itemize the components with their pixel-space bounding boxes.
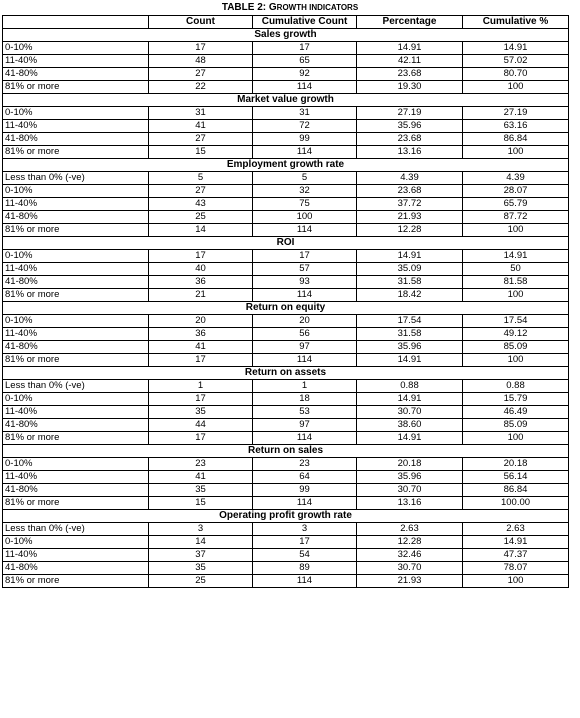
count-cell: 48 (149, 55, 253, 68)
cumulative-count-cell: 54 (253, 549, 357, 562)
cumulative-count-cell: 23 (253, 458, 357, 471)
count-cell: 5 (149, 172, 253, 185)
cumulative-count-cell: 93 (253, 276, 357, 289)
section-row (3, 367, 569, 380)
cumulative-count-cell: 17 (253, 536, 357, 549)
table-row (3, 471, 569, 484)
row-label-cell: 0-10% (3, 536, 149, 549)
count-cell: 43 (149, 198, 253, 211)
row-label-cell: 41-80% (3, 276, 149, 289)
percentage-cell: 31.58 (357, 328, 463, 341)
cumulative-percent-cell: 100 (463, 146, 569, 159)
percentage-cell: 14.91 (357, 432, 463, 445)
row-label-cell: 0-10% (3, 315, 149, 328)
header-cell-percentage: Percentage (357, 16, 463, 29)
count-cell: 14 (149, 224, 253, 237)
table-row (3, 55, 569, 68)
table-row (3, 133, 569, 146)
row-label-cell: 41-80% (3, 341, 149, 354)
section-title: ROI (3, 237, 569, 250)
cumulative-count-cell: 75 (253, 198, 357, 211)
cumulative-percent-cell: 85.09 (463, 341, 569, 354)
cumulative-percent-cell: 47.37 (463, 549, 569, 562)
count-cell: 35 (149, 484, 253, 497)
count-cell: 1 (149, 380, 253, 393)
cumulative-count-cell: 64 (253, 471, 357, 484)
table-row (3, 172, 569, 185)
cumulative-percent-cell: 100 (463, 575, 569, 588)
row-label-cell: 0-10% (3, 185, 149, 198)
percentage-cell: 38.60 (357, 419, 463, 432)
section-row (3, 510, 569, 523)
section-title: Employment growth rate (3, 159, 569, 172)
table-body (3, 29, 569, 588)
count-cell: 14 (149, 536, 253, 549)
cumulative-percent-cell: 27.19 (463, 107, 569, 120)
section-row (3, 94, 569, 107)
table-row (3, 536, 569, 549)
row-label-cell: 41-80% (3, 68, 149, 81)
row-label-cell: Less than 0% (-ve) (3, 380, 149, 393)
row-label-cell: 11-40% (3, 328, 149, 341)
row-label-cell: 81% or more (3, 224, 149, 237)
growth-indicators-table (2, 15, 569, 588)
table-row (3, 107, 569, 120)
row-label-cell: 81% or more (3, 575, 149, 588)
row-label-cell: 41-80% (3, 133, 149, 146)
row-label-cell: 81% or more (3, 432, 149, 445)
row-label-cell: 11-40% (3, 55, 149, 68)
cumulative-count-cell: 100 (253, 211, 357, 224)
cumulative-percent-cell: 78.07 (463, 562, 569, 575)
percentage-cell: 35.96 (357, 471, 463, 484)
cumulative-count-cell: 114 (253, 354, 357, 367)
section-title: Sales growth (3, 29, 569, 42)
count-cell: 25 (149, 575, 253, 588)
percentage-cell: 19.30 (357, 81, 463, 94)
cumulative-percent-cell: 4.39 (463, 172, 569, 185)
percentage-cell: 14.91 (357, 250, 463, 263)
percentage-cell: 21.93 (357, 575, 463, 588)
table-row (3, 224, 569, 237)
cumulative-count-cell: 5 (253, 172, 357, 185)
cumulative-percent-cell: 50 (463, 263, 569, 276)
percentage-cell: 18.42 (357, 289, 463, 302)
percentage-cell: 32.46 (357, 549, 463, 562)
cumulative-count-cell: 97 (253, 341, 357, 354)
table-row (3, 458, 569, 471)
cumulative-percent-cell: 14.91 (463, 42, 569, 55)
percentage-cell: 35.96 (357, 341, 463, 354)
percentage-cell: 35.09 (357, 263, 463, 276)
cumulative-percent-cell: 57.02 (463, 55, 569, 68)
cumulative-count-cell: 99 (253, 133, 357, 146)
cumulative-count-cell: 114 (253, 432, 357, 445)
header-cell-cumulative-percent: Cumulative % (463, 16, 569, 29)
cumulative-percent-cell: 56.14 (463, 471, 569, 484)
count-cell: 36 (149, 328, 253, 341)
section-row (3, 445, 569, 458)
count-cell: 35 (149, 562, 253, 575)
cumulative-percent-cell: 0.88 (463, 380, 569, 393)
cumulative-percent-cell: 28.07 (463, 185, 569, 198)
cumulative-percent-cell: 14.91 (463, 250, 569, 263)
cumulative-count-cell: 114 (253, 497, 357, 510)
percentage-cell: 2.63 (357, 523, 463, 536)
row-label-cell: Less than 0% (-ve) (3, 523, 149, 536)
cumulative-count-cell: 99 (253, 484, 357, 497)
count-cell: 27 (149, 185, 253, 198)
percentage-cell: 14.91 (357, 42, 463, 55)
cumulative-count-cell: 114 (253, 146, 357, 159)
row-label-cell: 0-10% (3, 458, 149, 471)
caption-small-caps: ROWTH INDICATORS (276, 3, 359, 12)
table-row (3, 341, 569, 354)
cumulative-count-cell: 53 (253, 406, 357, 419)
cumulative-count-cell: 89 (253, 562, 357, 575)
cumulative-percent-cell: 81.58 (463, 276, 569, 289)
percentage-cell: 30.70 (357, 406, 463, 419)
table-row (3, 263, 569, 276)
section-row (3, 159, 569, 172)
table-row (3, 146, 569, 159)
count-cell: 37 (149, 549, 253, 562)
cumulative-percent-cell: 17.54 (463, 315, 569, 328)
table-row (3, 432, 569, 445)
count-cell: 17 (149, 250, 253, 263)
cumulative-percent-cell: 20.18 (463, 458, 569, 471)
count-cell: 40 (149, 263, 253, 276)
cumulative-count-cell: 114 (253, 224, 357, 237)
percentage-cell: 42.11 (357, 55, 463, 68)
count-cell: 15 (149, 497, 253, 510)
row-label-cell: 81% or more (3, 497, 149, 510)
table-row (3, 250, 569, 263)
count-cell: 23 (149, 458, 253, 471)
percentage-cell: 12.28 (357, 224, 463, 237)
row-label-cell: 0-10% (3, 393, 149, 406)
table-row (3, 120, 569, 133)
count-cell: 21 (149, 289, 253, 302)
header-cell-count: Count (149, 16, 253, 29)
section-title: Return on sales (3, 445, 569, 458)
cumulative-count-cell: 31 (253, 107, 357, 120)
count-cell: 15 (149, 146, 253, 159)
cumulative-percent-cell: 14.91 (463, 536, 569, 549)
cumulative-percent-cell: 100 (463, 354, 569, 367)
cumulative-count-cell: 114 (253, 575, 357, 588)
row-label-cell: 11-40% (3, 471, 149, 484)
section-row (3, 237, 569, 250)
row-label-cell: 0-10% (3, 42, 149, 55)
header-cell-category (3, 16, 149, 29)
count-cell: 41 (149, 120, 253, 133)
table-row (3, 419, 569, 432)
section-title: Return on assets (3, 367, 569, 380)
cumulative-count-cell: 57 (253, 263, 357, 276)
section-title: Operating profit growth rate (3, 510, 569, 523)
count-cell: 17 (149, 432, 253, 445)
count-cell: 25 (149, 211, 253, 224)
percentage-cell: 31.58 (357, 276, 463, 289)
cumulative-count-cell: 114 (253, 81, 357, 94)
table-row (3, 393, 569, 406)
table-row (3, 497, 569, 510)
row-label-cell: 11-40% (3, 549, 149, 562)
count-cell: 27 (149, 68, 253, 81)
cumulative-percent-cell: 49.12 (463, 328, 569, 341)
count-cell: 22 (149, 81, 253, 94)
count-cell: 35 (149, 406, 253, 419)
percentage-cell: 23.68 (357, 68, 463, 81)
cumulative-percent-cell: 65.79 (463, 198, 569, 211)
row-label-cell: 81% or more (3, 81, 149, 94)
row-label-cell: 81% or more (3, 289, 149, 302)
row-label-cell: 11-40% (3, 198, 149, 211)
cumulative-percent-cell: 100.00 (463, 497, 569, 510)
section-title: Market value growth (3, 94, 569, 107)
caption-prefix: TABLE 2: G (221, 2, 277, 13)
table-row (3, 42, 569, 55)
percentage-cell: 12.28 (357, 536, 463, 549)
table-row (3, 81, 569, 94)
row-label-cell: 41-80% (3, 211, 149, 224)
count-cell: 20 (149, 315, 253, 328)
cumulative-percent-cell: 2.63 (463, 523, 569, 536)
percentage-cell: 35.96 (357, 120, 463, 133)
percentage-cell: 14.91 (357, 393, 463, 406)
percentage-cell: 21.93 (357, 211, 463, 224)
row-label-cell: 11-40% (3, 120, 149, 133)
percentage-cell: 14.91 (357, 354, 463, 367)
percentage-cell: 27.19 (357, 107, 463, 120)
cumulative-percent-cell: 85.09 (463, 419, 569, 432)
row-label-cell: 0-10% (3, 250, 149, 263)
row-label-cell: 41-80% (3, 419, 149, 432)
cumulative-count-cell: 3 (253, 523, 357, 536)
cumulative-count-cell: 17 (253, 42, 357, 55)
count-cell: 27 (149, 133, 253, 146)
count-cell: 41 (149, 341, 253, 354)
cumulative-percent-cell: 86.84 (463, 133, 569, 146)
table-row (3, 198, 569, 211)
row-label-cell: 0-10% (3, 107, 149, 120)
table-row (3, 575, 569, 588)
percentage-cell: 17.54 (357, 315, 463, 328)
cumulative-count-cell: 32 (253, 185, 357, 198)
cumulative-percent-cell: 86.84 (463, 484, 569, 497)
table-row (3, 185, 569, 198)
section-title: Return on equity (3, 302, 569, 315)
row-label-cell: 81% or more (3, 354, 149, 367)
row-label-cell: 11-40% (3, 406, 149, 419)
cumulative-percent-cell: 80.70 (463, 68, 569, 81)
cumulative-percent-cell: 100 (463, 289, 569, 302)
table-row (3, 562, 569, 575)
percentage-cell: 30.70 (357, 484, 463, 497)
cumulative-percent-cell: 63.16 (463, 120, 569, 133)
percentage-cell: 0.88 (357, 380, 463, 393)
cumulative-count-cell: 20 (253, 315, 357, 328)
table-row (3, 354, 569, 367)
table-caption (0, 2, 580, 14)
table-row (3, 380, 569, 393)
percentage-cell: 23.68 (357, 185, 463, 198)
cumulative-count-cell: 97 (253, 419, 357, 432)
count-cell: 31 (149, 107, 253, 120)
percentage-cell: 20.18 (357, 458, 463, 471)
cumulative-count-cell: 18 (253, 393, 357, 406)
table-row (3, 68, 569, 81)
percentage-cell: 37.72 (357, 198, 463, 211)
header-cell-cumulative-count: Cumulative Count (253, 16, 357, 29)
percentage-cell: 30.70 (357, 562, 463, 575)
table-row (3, 211, 569, 224)
table-row (3, 315, 569, 328)
cumulative-count-cell: 65 (253, 55, 357, 68)
count-cell: 17 (149, 393, 253, 406)
count-cell: 17 (149, 42, 253, 55)
header-row (3, 16, 569, 29)
percentage-cell: 4.39 (357, 172, 463, 185)
table-row (3, 484, 569, 497)
cumulative-count-cell: 1 (253, 380, 357, 393)
section-row (3, 302, 569, 315)
cumulative-count-cell: 17 (253, 250, 357, 263)
row-label-cell: 41-80% (3, 484, 149, 497)
table-row (3, 549, 569, 562)
cumulative-count-cell: 72 (253, 120, 357, 133)
count-cell: 36 (149, 276, 253, 289)
row-label-cell: 41-80% (3, 562, 149, 575)
row-label-cell: 11-40% (3, 263, 149, 276)
cumulative-percent-cell: 100 (463, 81, 569, 94)
cumulative-percent-cell: 15.79 (463, 393, 569, 406)
section-row (3, 29, 569, 42)
row-label-cell: Less than 0% (-ve) (3, 172, 149, 185)
count-cell: 44 (149, 419, 253, 432)
cumulative-count-cell: 56 (253, 328, 357, 341)
percentage-cell: 13.16 (357, 146, 463, 159)
table-row (3, 406, 569, 419)
percentage-cell: 13.16 (357, 497, 463, 510)
cumulative-count-cell: 92 (253, 68, 357, 81)
count-cell: 3 (149, 523, 253, 536)
cumulative-percent-cell: 100 (463, 432, 569, 445)
cumulative-percent-cell: 100 (463, 224, 569, 237)
percentage-cell: 23.68 (357, 133, 463, 146)
table-row (3, 523, 569, 536)
count-cell: 17 (149, 354, 253, 367)
row-label-cell: 81% or more (3, 146, 149, 159)
count-cell: 41 (149, 471, 253, 484)
cumulative-count-cell: 114 (253, 289, 357, 302)
cumulative-percent-cell: 46.49 (463, 406, 569, 419)
table-row (3, 289, 569, 302)
table-row (3, 276, 569, 289)
table-row (3, 328, 569, 341)
cumulative-percent-cell: 87.72 (463, 211, 569, 224)
